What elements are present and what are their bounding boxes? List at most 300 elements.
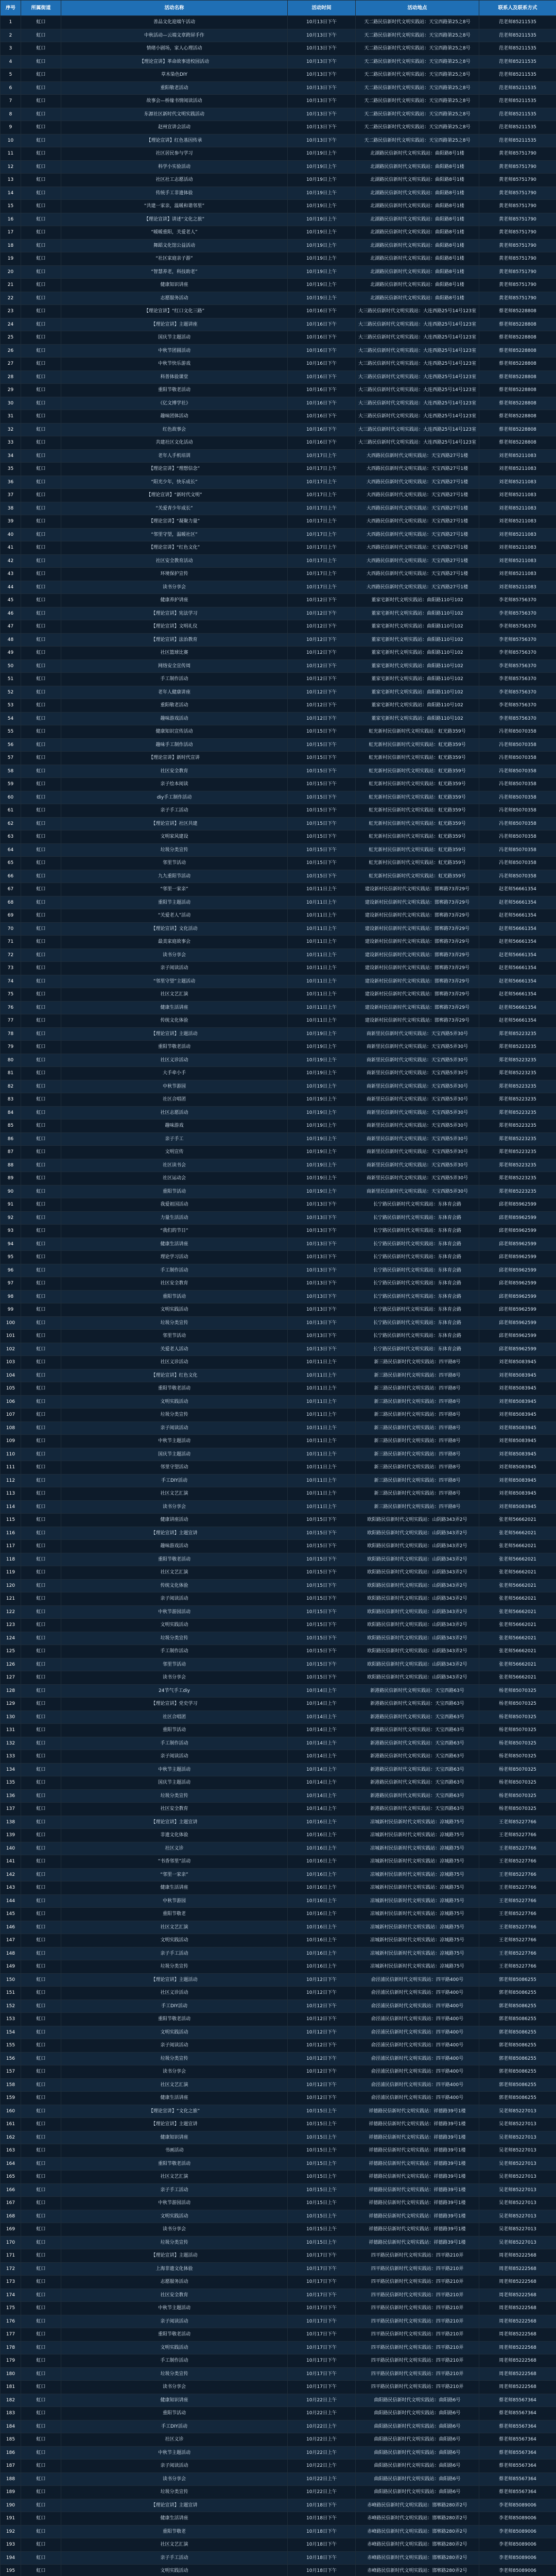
cell-district: 虹口 bbox=[21, 778, 61, 791]
cell-location: 凉城新村民信新时代文明实践站：凉城路75号 bbox=[356, 1842, 479, 1855]
cell-contact: 邱老师85962599 bbox=[479, 1225, 556, 1238]
table-row bbox=[1, 1159, 556, 1172]
cell-location: 长宁路民信新时代文明实践站：东体育会路 bbox=[356, 1211, 479, 1225]
cell-no: 31 bbox=[1, 410, 21, 423]
cell-district: 虹口 bbox=[21, 686, 61, 699]
cell-contact: 刘老师85083945 bbox=[479, 1421, 556, 1435]
cell-no: 166 bbox=[1, 2183, 21, 2197]
cell-district: 虹口 bbox=[21, 370, 61, 384]
cell-activity: 【理论宣讲】主题宣讲 bbox=[61, 2499, 288, 2512]
cell-activity: 健康知识讲座 bbox=[61, 2131, 288, 2144]
cell-district: 虹口 bbox=[21, 1855, 61, 1869]
cell-no: 107 bbox=[1, 1409, 21, 1422]
cell-district: 虹口 bbox=[21, 1461, 61, 1475]
table-row bbox=[1, 804, 556, 818]
table-row bbox=[1, 515, 556, 529]
cell-district: 虹口 bbox=[21, 397, 61, 410]
cell-time: 10月19日上午 bbox=[288, 1041, 356, 1054]
cell-district: 虹口 bbox=[21, 1238, 61, 1251]
cell-time: 10月16日下午 bbox=[288, 370, 356, 384]
table-row bbox=[1, 1251, 556, 1264]
cell-contact: 吴老师85227013 bbox=[479, 2157, 556, 2171]
cell-contact: 郭老师85086255 bbox=[479, 2052, 556, 2065]
cell-no: 195 bbox=[1, 2565, 21, 2576]
cell-activity: 重阳节敬老活动 bbox=[61, 1553, 288, 1566]
cell-district: 虹口 bbox=[21, 2381, 61, 2394]
table-row bbox=[1, 147, 556, 161]
table-row bbox=[1, 1435, 556, 1448]
cell-district: 虹口 bbox=[21, 515, 61, 529]
cell-time: 10月22日上午 bbox=[288, 2420, 356, 2433]
cell-location: 新港路民信新时代文明实践站：天宝西路63号 bbox=[356, 1698, 479, 1711]
cell-location: 欧阳路民信新时代文明实践站：山阴路343弄2号 bbox=[356, 1619, 479, 1632]
cell-contact: 杨老师85070325 bbox=[479, 1698, 556, 1711]
cell-activity: 亲子阅读活动 bbox=[61, 2460, 288, 2473]
cell-no: 88 bbox=[1, 1159, 21, 1172]
cell-district: 虹口 bbox=[21, 2446, 61, 2460]
cell-activity: 社区文艺汇演 bbox=[61, 2538, 288, 2552]
cell-no: 105 bbox=[1, 1382, 21, 1396]
cell-no: 77 bbox=[1, 1014, 21, 1028]
table-row bbox=[1, 594, 556, 607]
cell-activity: 垃圾分类宣传 bbox=[61, 1960, 288, 1974]
cell-no: 154 bbox=[1, 2026, 21, 2039]
cell-time: 10月15日下午 bbox=[288, 1566, 356, 1580]
cell-activity: 草木染色DIY bbox=[61, 69, 288, 82]
table-row bbox=[1, 213, 556, 226]
cell-contact: 郑老师85223235 bbox=[479, 1172, 556, 1185]
cell-activity: 手工制作活动 bbox=[61, 673, 288, 686]
cell-activity: 共建社区文化活动 bbox=[61, 436, 288, 450]
cell-time: 10月15日下午 bbox=[288, 1592, 356, 1606]
cell-district: 虹口 bbox=[21, 292, 61, 305]
table-row bbox=[1, 2039, 556, 2053]
cell-no: 55 bbox=[1, 725, 21, 739]
cell-district: 虹口 bbox=[21, 1369, 61, 1382]
cell-location: 虹光新村民信新时代文明实践站：虹光路359号 bbox=[356, 804, 479, 818]
cell-district: 虹口 bbox=[21, 423, 61, 436]
cell-time: 10月16日上午 bbox=[288, 1921, 356, 1934]
cell-time: 10月12日下午 bbox=[288, 607, 356, 620]
cell-district: 虹口 bbox=[21, 1277, 61, 1291]
table-row bbox=[1, 1737, 556, 1750]
cell-contact: 杨老师85070325 bbox=[479, 1684, 556, 1698]
cell-contact: 邱老师85962599 bbox=[479, 1264, 556, 1277]
cell-contact: 邱老师85962599 bbox=[479, 1343, 556, 1356]
cell-district: 虹口 bbox=[21, 975, 61, 988]
cell-district: 虹口 bbox=[21, 1987, 61, 2000]
cell-activity: 24节气手工diy bbox=[61, 1684, 288, 1698]
cell-time: 10月12日下午 bbox=[288, 659, 356, 673]
cell-district: 虹口 bbox=[21, 541, 61, 555]
cell-time: 10月17日下午 bbox=[288, 2249, 356, 2263]
cell-district: 虹口 bbox=[21, 988, 61, 1002]
cell-district: 虹口 bbox=[21, 2223, 61, 2236]
table-row bbox=[1, 2249, 556, 2263]
cell-time: 10月22日上午 bbox=[288, 2446, 356, 2460]
table-row bbox=[1, 2394, 556, 2407]
cell-activity: “邻里守望”主题活动 bbox=[61, 975, 288, 988]
cell-no: 4 bbox=[1, 55, 21, 69]
cell-district: 虹口 bbox=[21, 712, 61, 725]
cell-district: 虹口 bbox=[21, 174, 61, 187]
cell-no: 81 bbox=[1, 1067, 21, 1080]
table-row bbox=[1, 1987, 556, 2000]
table-row bbox=[1, 2013, 556, 2026]
cell-activity: 文明实践活动 bbox=[61, 1303, 288, 1317]
cell-time: 10月13日下午 bbox=[288, 55, 356, 69]
cell-activity: “暖暖重阳，关爱老人” bbox=[61, 226, 288, 240]
table-row bbox=[1, 1067, 556, 1080]
table-row bbox=[1, 2367, 556, 2381]
cell-activity: 社区义诊活动 bbox=[61, 1987, 288, 2000]
cell-activity: 国庆节主题活动 bbox=[61, 331, 288, 345]
cell-contact: 黄老师85751790 bbox=[479, 187, 556, 200]
cell-activity: 手工制作活动 bbox=[61, 1737, 288, 1750]
cell-activity: 健康生活讲座 bbox=[61, 1882, 288, 1895]
cell-activity: 中秋节主题活动 bbox=[61, 1763, 288, 1776]
cell-no: 152 bbox=[1, 1999, 21, 2013]
cell-contact: 吴老师85227013 bbox=[479, 2131, 556, 2144]
cell-time: 10月18日下午 bbox=[288, 2565, 356, 2576]
cell-district: 虹口 bbox=[21, 1041, 61, 1054]
cell-no: 80 bbox=[1, 1054, 21, 1067]
table-row bbox=[1, 541, 556, 555]
cell-activity: 重阳节敬老 bbox=[61, 2525, 288, 2538]
cell-time: 10月17日下午 bbox=[288, 2289, 356, 2302]
cell-district: 虹口 bbox=[21, 554, 61, 568]
cell-activity: 【理论宣讲】“凝聚力量” bbox=[61, 515, 288, 529]
cell-no: 59 bbox=[1, 778, 21, 791]
cell-location: 凉城新村民信新时代文明实践站：凉城路75号 bbox=[356, 1947, 479, 1960]
cell-activity: 网络安全宣传周 bbox=[61, 659, 288, 673]
cell-no: 142 bbox=[1, 1868, 21, 1882]
cell-contact: 范老师85211535 bbox=[479, 134, 556, 147]
cell-location: 董家宅新时代文明实践站：曲阳路110号102 bbox=[356, 633, 479, 647]
table-row bbox=[1, 2433, 556, 2447]
table-row bbox=[1, 344, 556, 358]
table-row bbox=[1, 2499, 556, 2512]
cell-time: 10月19日上午 bbox=[288, 1080, 356, 1093]
cell-time: 10月12日下午 bbox=[288, 2078, 356, 2092]
cell-district: 虹口 bbox=[21, 200, 61, 213]
cell-time: 10月11日上午 bbox=[288, 1409, 356, 1422]
cell-location: 赤峰路民信新时代文明实践站：邯郸路280弄2号 bbox=[356, 2538, 479, 2552]
cell-activity: 故事会—桥缘书情阅读活动 bbox=[61, 95, 288, 108]
table-row bbox=[1, 1947, 556, 1960]
cell-location: 俞泾浦民信新时代文明实践站：四平路400号 bbox=[356, 1987, 479, 2000]
cell-contact: 蔡老师85228808 bbox=[479, 397, 556, 410]
cell-contact: 蔡老师85228808 bbox=[479, 344, 556, 358]
cell-no: 148 bbox=[1, 1947, 21, 1960]
cell-location: 新三路民信新时代文明实践站：四平路8号 bbox=[356, 1474, 479, 1487]
cell-location: 曲阳路民信新时代文明实践站：曲阳路6号 bbox=[356, 2394, 479, 2407]
cell-time: 10月15日下午 bbox=[288, 1605, 356, 1619]
cell-no: 11 bbox=[1, 147, 21, 161]
cell-contact: 李老师85756370 bbox=[479, 686, 556, 699]
table-row bbox=[1, 1001, 556, 1014]
cell-district: 虹口 bbox=[21, 1080, 61, 1093]
cell-location: 北湖路民信新时代文明实践站：曲阳路8号1楼 bbox=[356, 292, 479, 305]
cell-activity: 亲子手工活动 bbox=[61, 1947, 288, 1960]
cell-activity: 社区文艺汇演 bbox=[61, 1921, 288, 1934]
cell-contact: 刘老师85211083 bbox=[479, 568, 556, 581]
table-row bbox=[1, 1474, 556, 1487]
table-row bbox=[1, 16, 556, 29]
cell-time: 10月11日上午 bbox=[288, 1395, 356, 1409]
cell-district: 虹口 bbox=[21, 2078, 61, 2092]
cell-no: 134 bbox=[1, 1763, 21, 1776]
cell-district: 虹口 bbox=[21, 2276, 61, 2289]
cell-location: 董家宅新时代文明实践站：曲阳路110号102 bbox=[356, 620, 479, 634]
table-row bbox=[1, 581, 556, 594]
cell-no: 90 bbox=[1, 1185, 21, 1198]
cell-no: 135 bbox=[1, 1776, 21, 1790]
cell-district: 虹口 bbox=[21, 2157, 61, 2171]
cell-no: 119 bbox=[1, 1566, 21, 1580]
cell-contact: 张老师56662021 bbox=[479, 1553, 556, 1566]
cell-activity: 重阳节敬老活动 bbox=[61, 2013, 288, 2026]
cell-contact: 邱老师85962599 bbox=[479, 1290, 556, 1303]
cell-location: 长宁路民信新时代文明实践站：东体育会路 bbox=[356, 1290, 479, 1303]
cell-contact: 刘老师85211083 bbox=[479, 489, 556, 502]
table-row bbox=[1, 1369, 556, 1382]
cell-location: 商新里民信新时代文明实践站：天宝西路5弄30号 bbox=[356, 1146, 479, 1159]
cell-location: 虹光新村民信新时代文明实践站：虹光路359号 bbox=[356, 725, 479, 739]
table-row bbox=[1, 1080, 556, 1093]
cell-activity: 读书分享会 bbox=[61, 2223, 288, 2236]
cell-activity: 文明实践活动 bbox=[61, 2565, 288, 2576]
cell-contact: 郑老师85223235 bbox=[479, 1185, 556, 1198]
cell-location: 北湖路民信新时代文明实践站：曲阳路8号1楼 bbox=[356, 239, 479, 252]
cell-district: 虹口 bbox=[21, 528, 61, 541]
cell-contact: 赵老师56661354 bbox=[479, 922, 556, 936]
cell-location: 曲阳路民信新时代文明实践站：曲阳路6号 bbox=[356, 2446, 479, 2460]
table-row bbox=[1, 1238, 556, 1251]
cell-time: 10月13日下午 bbox=[288, 134, 356, 147]
cell-district: 虹口 bbox=[21, 1054, 61, 1067]
table-row bbox=[1, 410, 556, 423]
table-row bbox=[1, 2460, 556, 2473]
cell-location: 曲阳路民信新时代文明实践站：曲阳路6号 bbox=[356, 2420, 479, 2433]
cell-no: 185 bbox=[1, 2433, 21, 2447]
cell-contact: 蔡老师85567364 bbox=[479, 2460, 556, 2473]
cell-no: 130 bbox=[1, 1710, 21, 1724]
cell-district: 虹口 bbox=[21, 134, 61, 147]
cell-time: 10月13日下午 bbox=[288, 1225, 356, 1238]
cell-activity: 中秋节主题活动 bbox=[61, 2446, 288, 2460]
cell-no: 179 bbox=[1, 2354, 21, 2368]
cell-location: 四平路民信新时代文明实践站：四平路210弄 bbox=[356, 2315, 479, 2328]
cell-location: 祥德路民信新时代文明实践站：祥德路39号1楼 bbox=[356, 2105, 479, 2118]
cell-district: 虹口 bbox=[21, 344, 61, 358]
cell-no: 158 bbox=[1, 2078, 21, 2092]
cell-time: 10月19日上午 bbox=[288, 265, 356, 279]
cell-contact: 邱老师85962599 bbox=[479, 1330, 556, 1343]
table-row bbox=[1, 1225, 556, 1238]
cell-time: 10月15日下午 bbox=[288, 1514, 356, 1527]
cell-time: 10月15日下午 bbox=[288, 791, 356, 804]
table-row bbox=[1, 502, 556, 515]
cell-contact: 王老师85227766 bbox=[479, 1882, 556, 1895]
cell-no: 175 bbox=[1, 2302, 21, 2315]
cell-no: 76 bbox=[1, 1001, 21, 1014]
cell-activity: 【理论宣讲】主题宣讲 bbox=[61, 1816, 288, 1829]
cell-no: 29 bbox=[1, 384, 21, 397]
cell-contact: 刘老师85211083 bbox=[479, 541, 556, 555]
cell-no: 78 bbox=[1, 1027, 21, 1041]
cell-contact: 王老师85227766 bbox=[479, 1947, 556, 1960]
cell-district: 虹口 bbox=[21, 1540, 61, 1553]
table-row bbox=[1, 29, 556, 42]
table-row bbox=[1, 1093, 556, 1107]
cell-contact: 郭老师85086255 bbox=[479, 1987, 556, 2000]
cell-time: 10月16日上午 bbox=[288, 1829, 356, 1842]
cell-district: 虹口 bbox=[21, 673, 61, 686]
cell-no: 26 bbox=[1, 344, 21, 358]
cell-time: 10月22日上午 bbox=[288, 2472, 356, 2486]
table-row bbox=[1, 712, 556, 725]
table-row bbox=[1, 1303, 556, 1317]
cell-no: 5 bbox=[1, 69, 21, 82]
cell-activity: 社区居民参与学习 bbox=[61, 147, 288, 161]
cell-contact: 李老师85756370 bbox=[479, 647, 556, 660]
cell-location: 建设新村民信新时代文明实践站：邯郸路73弄29号 bbox=[356, 1014, 479, 1028]
cell-district: 虹口 bbox=[21, 384, 61, 397]
cell-location: 凉城新村民信新时代文明实践站：凉城路75号 bbox=[356, 1934, 479, 1947]
cell-time: 10月19日上午 bbox=[288, 1172, 356, 1185]
cell-contact: 刘老师85083945 bbox=[479, 1474, 556, 1487]
cell-no: 164 bbox=[1, 2157, 21, 2171]
cell-no: 174 bbox=[1, 2289, 21, 2302]
cell-time: 10月22日上午 bbox=[288, 2433, 356, 2447]
table-row bbox=[1, 817, 556, 831]
cell-contact: 吴老师85227013 bbox=[479, 2171, 556, 2184]
cell-activity: 老年人手机培训 bbox=[61, 449, 288, 463]
cell-location: 新三路民信新时代文明实践站：四平路8号 bbox=[356, 1382, 479, 1396]
cell-time: 10月12日下午 bbox=[288, 1987, 356, 2000]
cell-location: 北湖路民信新时代文明实践站：曲阳路8号1楼 bbox=[356, 252, 479, 266]
cell-location: 虹光新村民信新时代文明实践站：虹光路359号 bbox=[356, 817, 479, 831]
cell-contact: 冯老师85070358 bbox=[479, 857, 556, 870]
cell-location: 董家宅新时代文明实践站：曲阳路110号102 bbox=[356, 673, 479, 686]
cell-district: 虹口 bbox=[21, 1027, 61, 1041]
cell-district: 虹口 bbox=[21, 42, 61, 56]
cell-time: 10月13日下午 bbox=[288, 1277, 356, 1291]
cell-contact: 王老师85227766 bbox=[479, 1816, 556, 1829]
cell-location: 建设新村民信新时代文明实践站：邯郸路73弄29号 bbox=[356, 988, 479, 1002]
table-row bbox=[1, 699, 556, 713]
cell-activity: 社区义诊 bbox=[61, 1842, 288, 1855]
cell-activity: 文明实践活动 bbox=[61, 2210, 288, 2223]
cell-time: 10月15日下午 bbox=[288, 857, 356, 870]
cell-contact: 张老师56662021 bbox=[479, 1514, 556, 1527]
cell-district: 虹口 bbox=[21, 1645, 61, 1658]
cell-contact: 郭老师85086255 bbox=[479, 2013, 556, 2026]
cell-time: 10月19日上午 bbox=[288, 213, 356, 226]
cell-district: 虹口 bbox=[21, 1106, 61, 1120]
cell-activity: 趣味游戏 bbox=[61, 1120, 288, 1133]
cell-location: 天二路民信新时代文明实践站：天宝西路第25之8号 bbox=[356, 81, 479, 95]
cell-time: 10月16日上午 bbox=[288, 1934, 356, 1947]
cell-location: 曲阳路民信新时代文明实践站：曲阳路6号 bbox=[356, 2472, 479, 2486]
cell-time: 10月14日上午 bbox=[288, 1763, 356, 1776]
cell-location: 四平路民信新时代文明实践站：四平路210弄 bbox=[356, 2249, 479, 2263]
cell-location: 建设新村民信新时代文明实践站：邯郸路73弄29号 bbox=[356, 948, 479, 962]
cell-time: 10月19日上午 bbox=[288, 147, 356, 161]
cell-district: 虹口 bbox=[21, 1014, 61, 1028]
table-row bbox=[1, 1172, 556, 1185]
cell-contact: 赵老师56661354 bbox=[479, 883, 556, 896]
cell-district: 虹口 bbox=[21, 2197, 61, 2210]
cell-time: 10月13日下午 bbox=[288, 16, 356, 29]
cell-no: 192 bbox=[1, 2525, 21, 2538]
cell-location: 四平路民信新时代文明实践站：四平路210弄 bbox=[356, 2276, 479, 2289]
cell-location: 长宁路民信新时代文明实践站：东体育会路 bbox=[356, 1343, 479, 1356]
table-row bbox=[1, 2092, 556, 2105]
table-row bbox=[1, 2078, 556, 2092]
cell-contact: 周老师85222568 bbox=[479, 2367, 556, 2381]
cell-contact: 杨老师85070325 bbox=[479, 1710, 556, 1724]
cell-time: 10月14日上午 bbox=[288, 1789, 356, 1803]
cell-contact: 冯老师85070358 bbox=[479, 831, 556, 844]
cell-location: 新三路民信新时代文明实践站：四平路8号 bbox=[356, 1409, 479, 1422]
cell-no: 94 bbox=[1, 1238, 21, 1251]
cell-no: 84 bbox=[1, 1106, 21, 1120]
cell-location: 长宁路民信新时代文明实践站：东体育会路 bbox=[356, 1316, 479, 1330]
cell-activity: 读书分享会 bbox=[61, 2381, 288, 2394]
cell-activity: 亲子手工活动 bbox=[61, 2183, 288, 2197]
cell-district: 虹口 bbox=[21, 1487, 61, 1501]
cell-no: 12 bbox=[1, 160, 21, 174]
cell-location: 大三路民信新时代文明实践站：大连西路25号14号123室 bbox=[356, 410, 479, 423]
cell-contact: 赵老师56661354 bbox=[479, 1001, 556, 1014]
cell-location: 赤峰路民信新时代文明实践站：邯郸路280弄2号 bbox=[356, 2512, 479, 2526]
table-row bbox=[1, 870, 556, 883]
cell-location: 新三路民信新时代文明实践站：四平路8号 bbox=[356, 1369, 479, 1382]
cell-location: 长宁路民信新时代文明实践站：东体育会路 bbox=[356, 1225, 479, 1238]
cell-location: 祥德路民信新时代文明实践站：祥德路39号1楼 bbox=[356, 2197, 479, 2210]
cell-district: 虹口 bbox=[21, 2460, 61, 2473]
cell-district: 虹口 bbox=[21, 2394, 61, 2407]
cell-location: 大三路民信新时代文明实践站：大连西路25号14号123室 bbox=[356, 436, 479, 450]
cell-location: 建设新村民信新时代文明实践站：邯郸路73弄29号 bbox=[356, 975, 479, 988]
cell-no: 99 bbox=[1, 1303, 21, 1317]
cell-location: 建设新村民信新时代文明实践站：邯郸路73弄29号 bbox=[356, 1001, 479, 1014]
cell-activity: “邻里一家亲” bbox=[61, 883, 288, 896]
cell-activity: 文明实践活动 bbox=[61, 1395, 288, 1409]
cell-no: 16 bbox=[1, 213, 21, 226]
cell-location: 长宁路民信新时代文明实践站：东体育会路 bbox=[356, 1198, 479, 1212]
cell-activity: “共建一家亲，温暖和谐邻里” bbox=[61, 200, 288, 213]
cell-district: 虹口 bbox=[21, 2341, 61, 2354]
cell-time: 10月14日上午 bbox=[288, 1724, 356, 1737]
cell-contact: 刘老师85083945 bbox=[479, 1369, 556, 1382]
table-row bbox=[1, 226, 556, 240]
cell-contact: 蔡老师85567364 bbox=[479, 2486, 556, 2499]
table-row bbox=[1, 607, 556, 620]
cell-district: 虹口 bbox=[21, 594, 61, 607]
cell-contact: 李老师85756370 bbox=[479, 712, 556, 725]
cell-activity: 垃圾分类宣传 bbox=[61, 1316, 288, 1330]
cell-time: 10月12日下午 bbox=[288, 1973, 356, 1987]
cell-district: 虹口 bbox=[21, 1211, 61, 1225]
cell-contact: 杨老师85070325 bbox=[479, 1724, 556, 1737]
cell-district: 虹口 bbox=[21, 489, 61, 502]
cell-activity: 健康生活讲座 bbox=[61, 1238, 288, 1251]
table-row bbox=[1, 554, 556, 568]
cell-contact: 黄老师85751790 bbox=[479, 279, 556, 292]
